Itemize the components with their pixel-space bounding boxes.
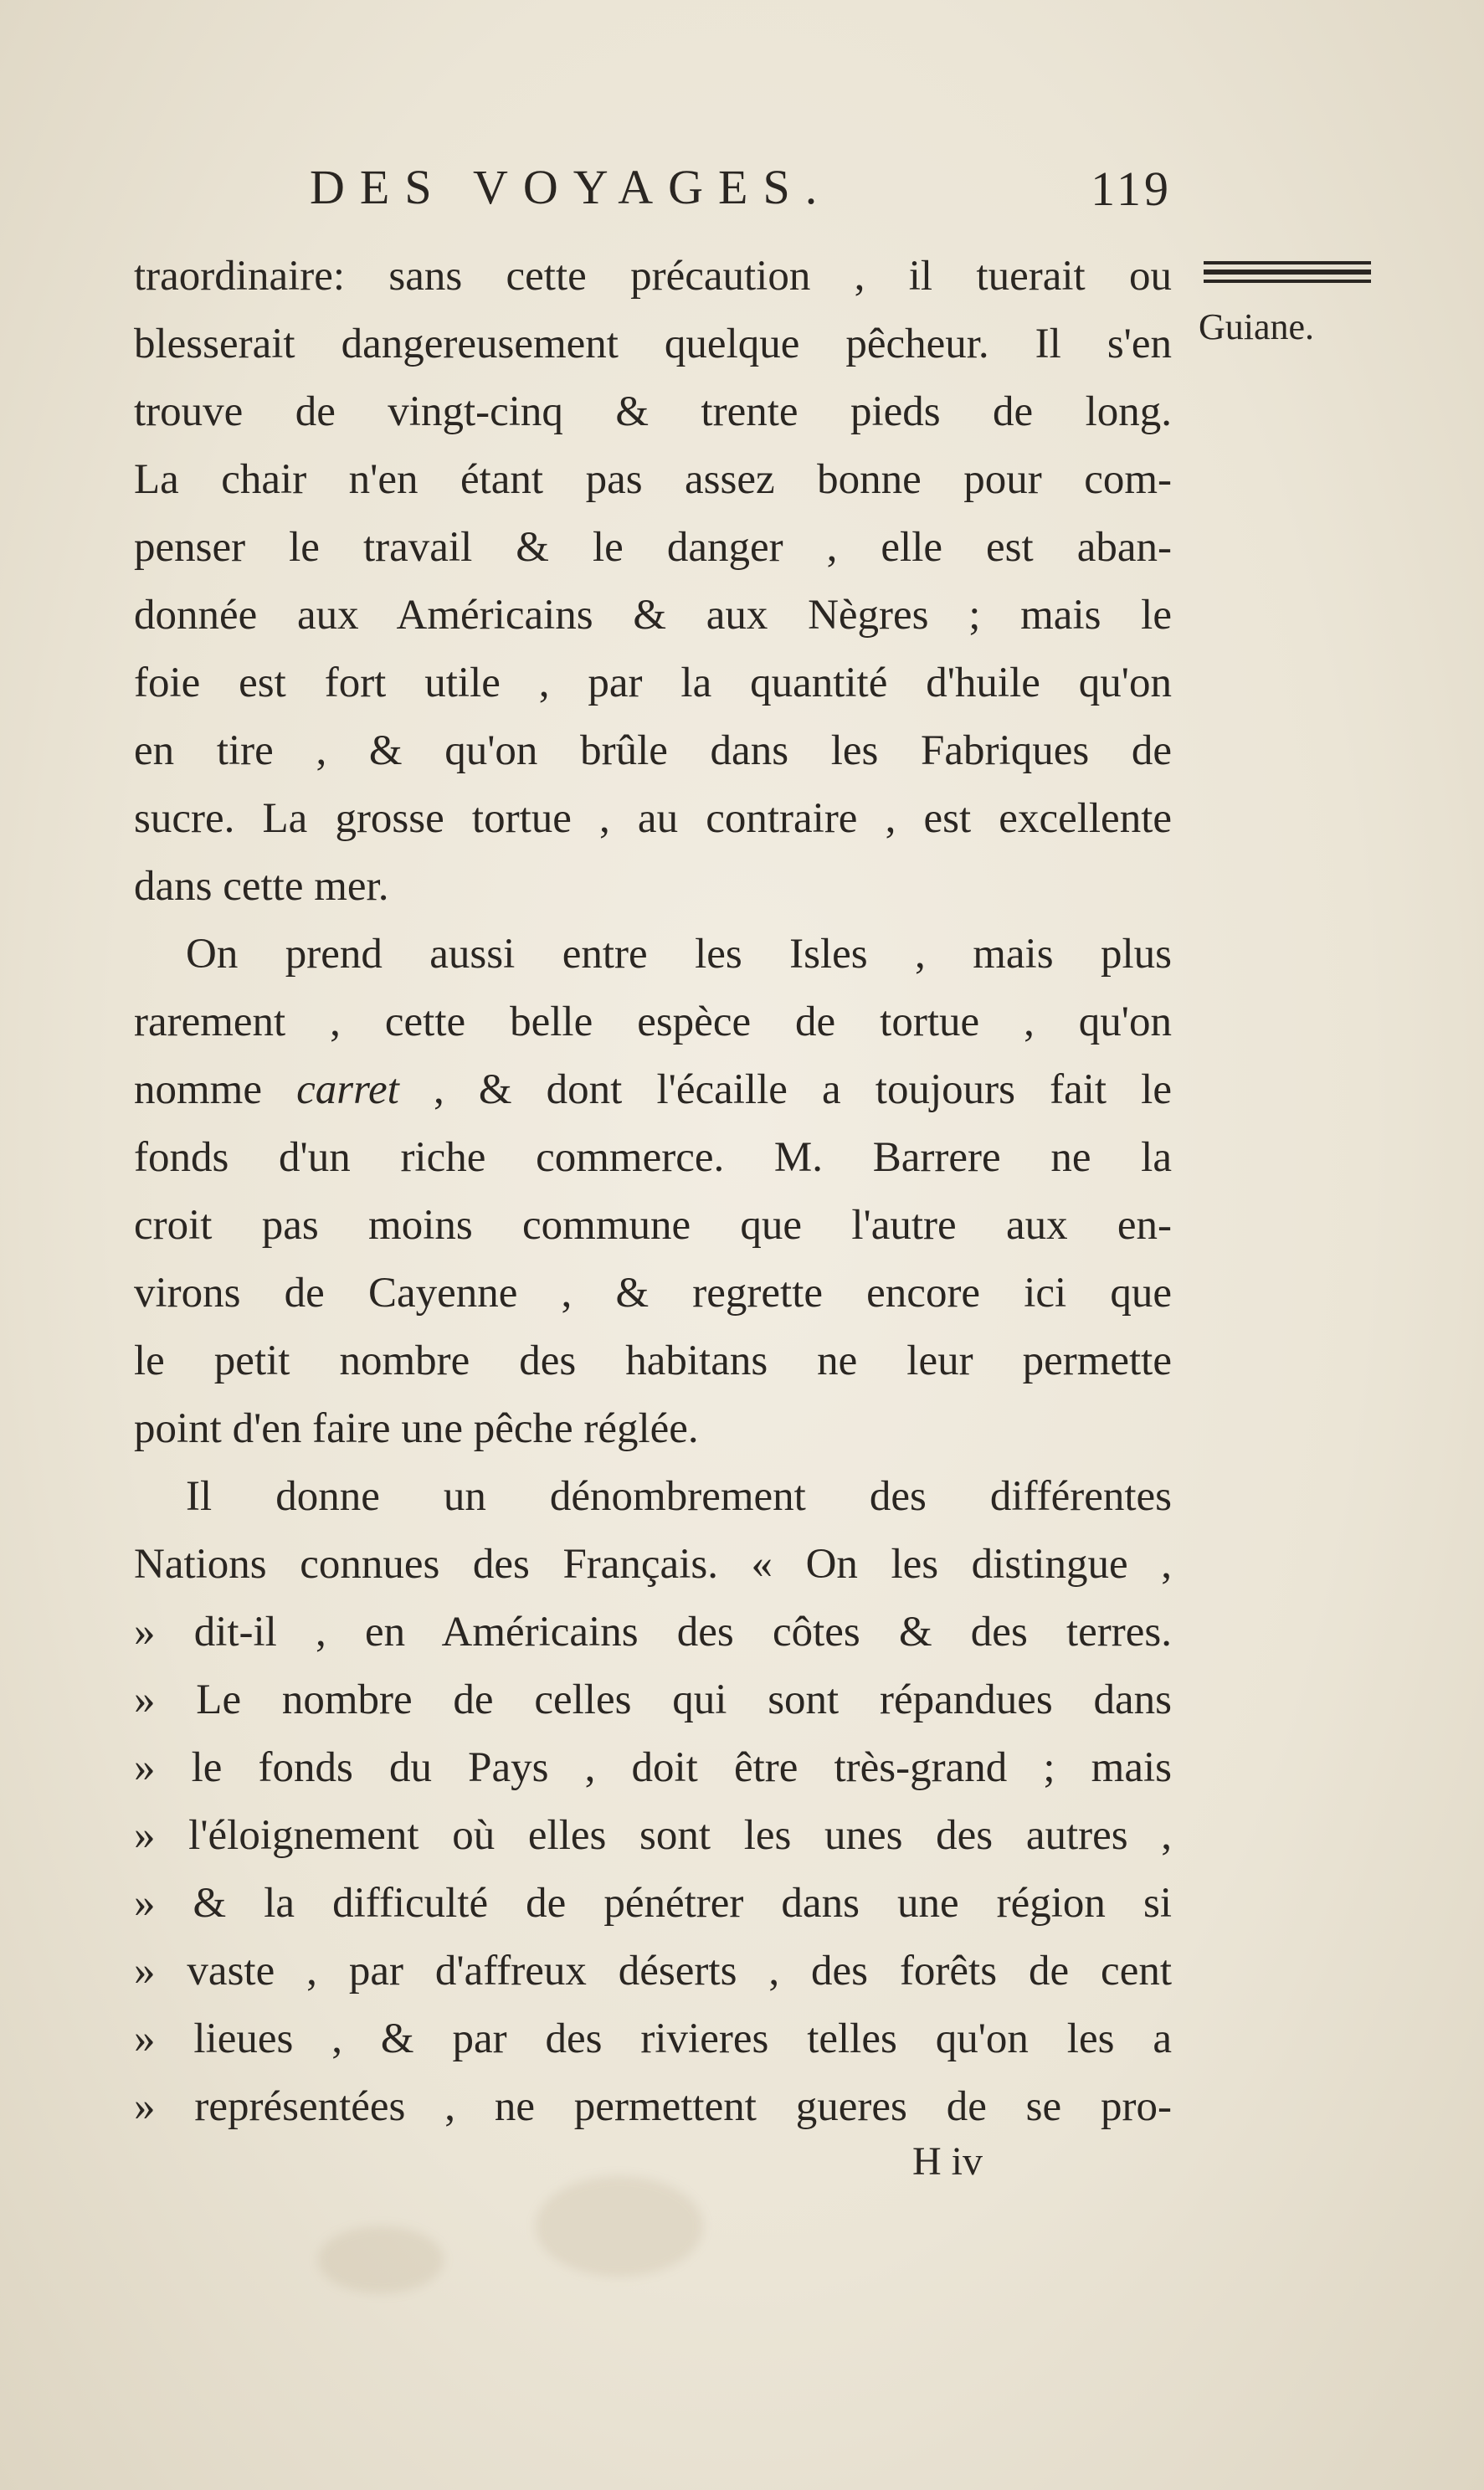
paper-stain	[536, 2176, 703, 2277]
text-line: point d'en faire une pêche réglée.	[134, 1405, 699, 1452]
text-line: blesserait dangereusement quelque pêcheur. Il s'en	[134, 321, 1172, 367]
text-line: dans cette mer.	[134, 863, 389, 910]
running-title: DES VOYAGES.	[310, 160, 833, 214]
text-line: penser le travail & le danger , elle est aban-	[134, 524, 1172, 571]
text-line: croit pas moins commune que l'autre aux en-	[134, 1202, 1172, 1249]
text-line: » lieues , & par des rivieres telles qu'on les a	[134, 2015, 1172, 2062]
text-line: trouve de vingt-cinq & trente pieds de long.	[134, 388, 1172, 435]
page-header	[310, 159, 1172, 226]
text-line: rarement , cette belle espèce de tortue , qu'on	[134, 999, 1172, 1045]
text-line: » l'éloignement où elles sont les unes des autres ,	[134, 1812, 1172, 1859]
text-line: donnée aux Américains & aux Nègres ; mais le	[134, 592, 1172, 639]
text-line: nomme carret , & dont l'écaille a toujours fait le	[134, 1066, 1172, 1113]
text-line: virons de Cayenne , & regrette encore ici que	[134, 1270, 1172, 1317]
text-line: en tire , & qu'on brûle dans les Fabriques de	[134, 727, 1172, 774]
text-line: Il donne un dénombrement des différentes	[186, 1473, 1172, 1520]
text-line: fonds d'un riche commerce. M. Barrere ne la	[134, 1134, 1172, 1181]
text-line: » & la difficulté de pénétrer dans une région si	[134, 1880, 1172, 1927]
text-line: foie est fort utile , par la quantité d'huile qu'on	[134, 660, 1172, 706]
text-line: » dit-il , en Américains des côtes & des terres.	[134, 1609, 1172, 1656]
text-line: On prend aussi entre les Isles , mais plus	[186, 931, 1172, 978]
text-line: » représentées , ne permettent gueres de se pro-	[134, 2083, 1172, 2130]
text-line: sucre. La grosse tortue , au contraire , est excellente	[134, 795, 1172, 842]
page-number: 119	[1091, 162, 1172, 216]
paper-stain	[318, 2226, 444, 2293]
text-line: » Le nombre de celles qui sont répandues dans	[134, 1676, 1172, 1723]
text-line: Nations connues des Français. « On les distingue ,	[134, 1541, 1172, 1588]
text-line: le petit nombre des habitans ne leur permette	[134, 1337, 1172, 1384]
body-text	[134, 243, 1172, 2141]
text-line: » le fonds du Pays , doit être très-grand ; mais	[134, 1744, 1172, 1791]
text-line: La chair n'en étant pas assez bonne pour com-	[134, 456, 1172, 503]
text-line: » vaste , par d'affreux déserts , des forêts de cent	[134, 1948, 1172, 1995]
italic-term: carret	[296, 1066, 399, 1113]
margin-rule	[1204, 261, 1371, 283]
catchword-signature: H iv	[912, 2139, 983, 2184]
margin-note: Guiane.	[1199, 306, 1315, 347]
text-line: traordinaire: sans cette précaution , il tuerait ou	[134, 253, 1172, 300]
